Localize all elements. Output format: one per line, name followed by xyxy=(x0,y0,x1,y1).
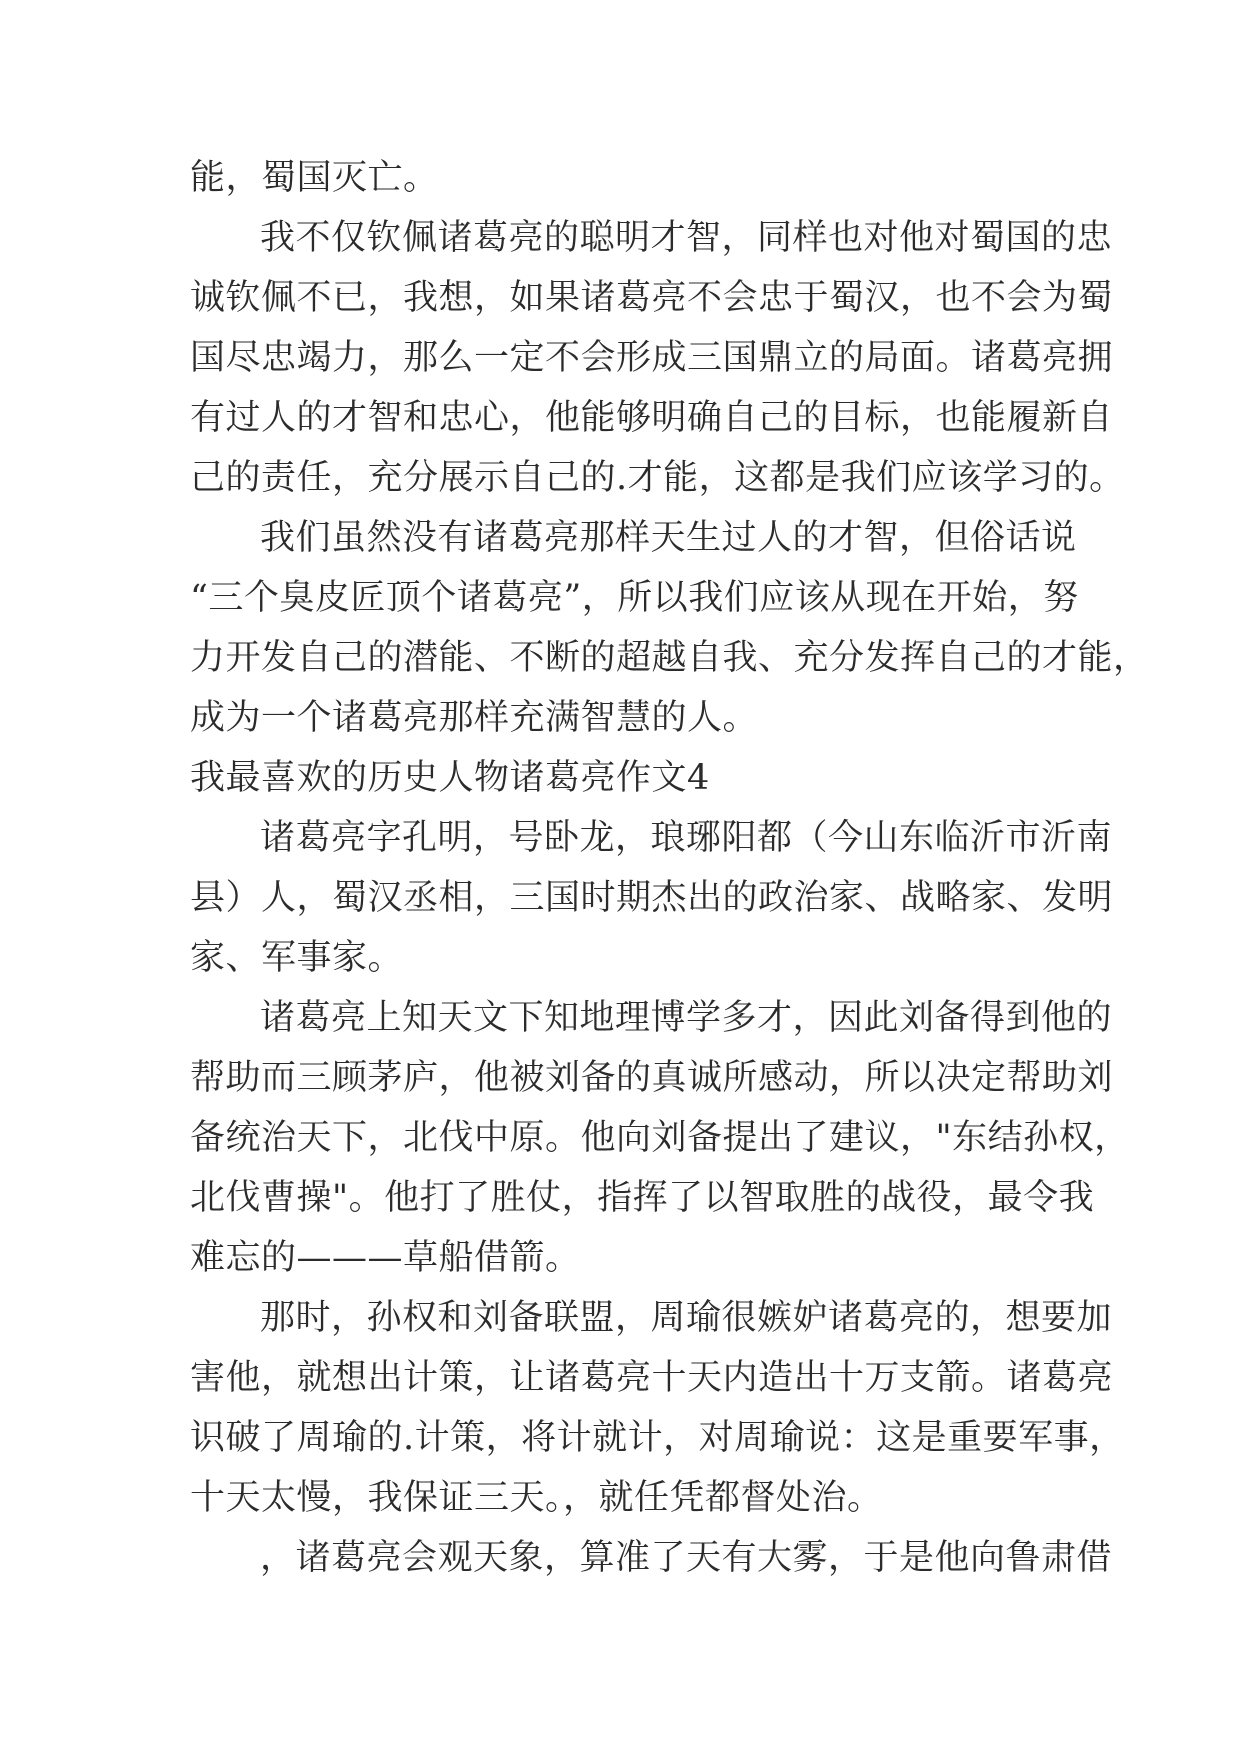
text-line: 帮助而三顾茅庐，他被刘备的真诚所感动，所以决定帮助刘 xyxy=(190,1058,1114,1098)
document-body xyxy=(190,158,1149,1598)
text-line: 力开发自己的潜能、不断的超越自我、充分发挥自己的才能， xyxy=(190,638,1149,678)
section-heading: 我最喜欢的历史人物诸葛亮作文4 xyxy=(190,758,710,798)
text-line: 备统治天下，北伐中原。他向刘备提出了建议，"东结孙权， xyxy=(190,1118,1130,1158)
text-line: 我们虽然没有诸葛亮那样天生过人的才智，但俗话说 xyxy=(260,518,1077,558)
text-line: 害他，就想出计策，让诸葛亮十天内造出十万支箭。诸葛亮 xyxy=(190,1358,1114,1398)
text-line: 北伐曹操"。他打了胜仗，指挥了以智取胜的战役，最令我 xyxy=(190,1178,1095,1218)
text-line: 诸葛亮上知天文下知地理博学多才，因此刘备得到他的 xyxy=(260,998,1113,1038)
text-line: 己的责任，充分展示自己的.才能，这都是我们应该学习的。 xyxy=(190,458,1125,498)
text-line: 有过人的才智和忠心，他能够明确自己的目标，也能履新自 xyxy=(190,398,1114,438)
text-line: 县）人，蜀汉丞相，三国时期杰出的政治家、战略家、发明 xyxy=(190,878,1114,918)
text-line: 诸葛亮字孔明，号卧龙，琅琊阳都（今山东临沂市沂南 xyxy=(260,818,1113,858)
text-line: 我不仅钦佩诸葛亮的聪明才智，同样也对他对蜀国的忠 xyxy=(260,218,1113,258)
text-line: 能，蜀国灭亡。 xyxy=(190,158,439,198)
text-line: 家、军事家。 xyxy=(190,938,404,978)
text-line: ，诸葛亮会观天象，算准了天有大雾，于是他向鲁肃借 xyxy=(260,1538,1113,1578)
text-line: “三个臭皮匠顶个诸葛亮”，所以我们应该从现在开始，努 xyxy=(190,578,1079,618)
text-line: 那时，孙权和刘备联盟，周瑜很嫉妒诸葛亮的，想要加 xyxy=(260,1298,1113,1338)
text-line: 成为一个诸葛亮那样充满智慧的人。 xyxy=(190,698,759,738)
text-line: 难忘的———草船借箭。 xyxy=(190,1238,581,1278)
text-line: 诚钦佩不已，我想，如果诸葛亮不会忠于蜀汉，也不会为蜀 xyxy=(190,278,1114,318)
text-line: 国尽忠竭力，那么一定不会形成三国鼎立的局面。诸葛亮拥 xyxy=(190,338,1114,378)
text-line: 识破了周瑜的.计策，将计就计，对周瑜说：这是重要军事， xyxy=(190,1418,1125,1458)
text-line: 十天太慢，我保证三天。，就任凭都督处治。 xyxy=(190,1478,883,1518)
